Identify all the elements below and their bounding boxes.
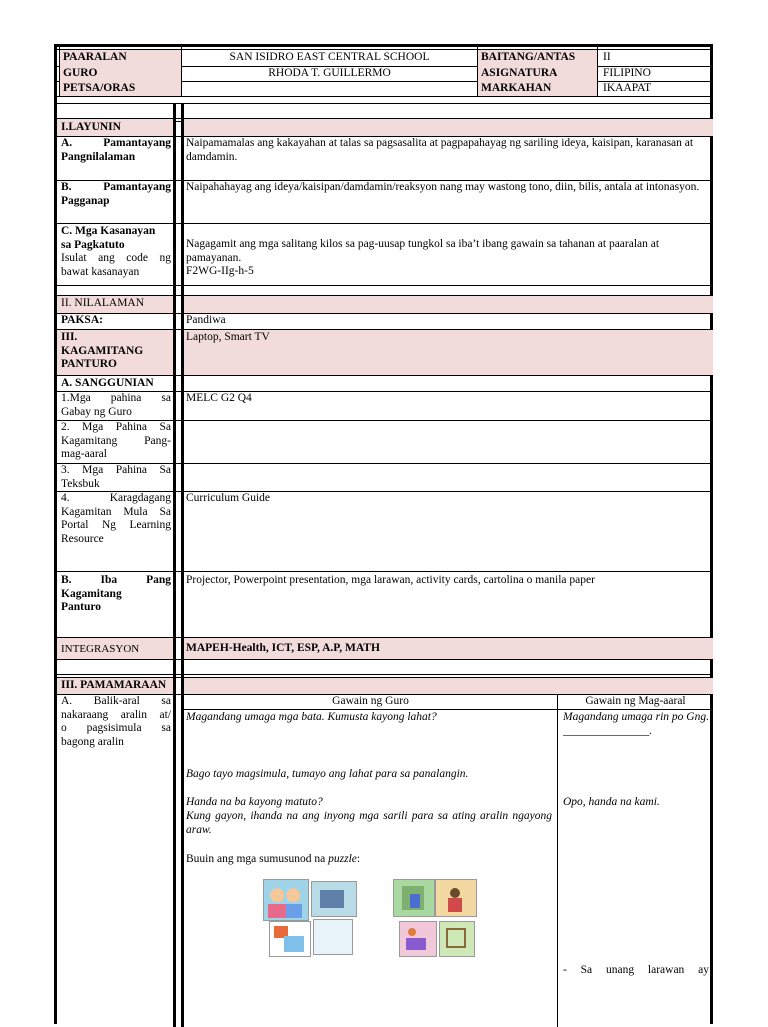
layunin-heading: I.LAYUNIN bbox=[61, 121, 121, 133]
nilalaman-heading: II. NILALAMAN bbox=[61, 297, 145, 309]
guro-puzzle-instruction: Buuin ang mga sumusunod na puzzle: bbox=[186, 853, 361, 865]
pamamaraan-heading: III. PAMAMARAAN bbox=[61, 679, 167, 691]
gawain-guro-header: Gawain ng Guro bbox=[332, 695, 409, 707]
puzzle-image-1 bbox=[263, 879, 355, 957]
puzzle-piece-icon bbox=[399, 921, 437, 957]
layunin-a-label: A. Pamantayang Pangnilalaman bbox=[61, 137, 171, 163]
competency-code: F2WG-IIg-h-5 bbox=[186, 265, 254, 277]
baitang-label: BAITANG/ANTAS bbox=[481, 51, 576, 63]
puzzle-piece-icon bbox=[263, 879, 309, 921]
integrasyon-value: MAPEH-Health, ICT, ESP, A.P, MATH bbox=[186, 642, 380, 654]
asignatura-label: ASIGNATURA bbox=[481, 67, 558, 79]
guro-value: RHODA T. GUILLERMO bbox=[268, 67, 391, 79]
guro-greeting: Magandang umaga mga bata. Kumusta kayong lahat? bbox=[186, 711, 437, 723]
puzzle-piece-icon bbox=[311, 881, 357, 917]
iba-pang-kagamitan-label: B. Iba Pang Kagamitang Panturo bbox=[61, 574, 171, 613]
magaaral-ready: Opo, handa na kami. bbox=[563, 796, 660, 808]
kagamitan-label: III. KAGAMITANG PANTURO bbox=[61, 331, 144, 370]
guro-prepare: Kung gayon, ihanda na ang inyong mga sarili para sa ating aralin ngayong araw. bbox=[186, 810, 552, 836]
iba-pang-kagamitan-value: Projector, Powerpoint presentation, mga larawan, activity cards, cartolina o manila paper bbox=[186, 574, 595, 586]
balik-aral-label: A. Balik-aral sa nakaraang aralin at/ o pagsisimula sa bagong aralin bbox=[61, 695, 171, 748]
layunin-c-label: C. Mga Kasanayan sa Pagkatuto Isulat ang code ng bawat kasanayan bbox=[61, 225, 171, 278]
puzzle-piece-icon bbox=[435, 879, 477, 917]
asignatura-value: FILIPINO bbox=[603, 67, 651, 79]
lesson-plan-page bbox=[54, 44, 713, 1024]
layunin-c-text: Nagagamit ang mga salitang kilos sa pag-uusap tungkol sa iba’t ibang gawain sa tahanan at paaralan at pamayanan. F2WG-IIg-h-5 bbox=[186, 238, 710, 279]
layunin-a-text: Naipamamalas ang kakayahan at talas sa pagsasalita at pagpapahayag ng sariling ideya, kaisipan, karanasan at damdamin. bbox=[186, 137, 694, 163]
paaralan-value: SAN ISIDRO EAST CENTRAL SCHOOL bbox=[229, 51, 430, 63]
paksa-value: Pandiwa bbox=[186, 314, 226, 326]
guro-ready: Handa na ba kayong matuto? bbox=[186, 796, 323, 808]
puzzle-piece-icon bbox=[439, 921, 475, 957]
ref-gabay-label: 1.Mga pahina sa Gabay ng Guro bbox=[61, 392, 171, 418]
ref-teksbuk-label: 3. Mga Pahina Sa Teksbuk bbox=[61, 464, 171, 490]
markahan-label: MARKAHAN bbox=[481, 82, 552, 94]
paksa-label: PAKSA: bbox=[61, 314, 103, 326]
kagamitan-value: Laptop, Smart TV bbox=[186, 331, 270, 343]
ref-portal-label: 4. Karagdagang Kagamitan Mula Sa Portal Ng Learning Resource bbox=[61, 492, 171, 545]
gawain-magaaral-header: Gawain ng Mag-aaral bbox=[585, 695, 686, 707]
puzzle-piece-icon bbox=[393, 879, 435, 917]
baitang-value: II bbox=[603, 51, 611, 63]
markahan-value: IKAAPAT bbox=[603, 82, 652, 94]
petsa-label: PETSA/ORAS bbox=[63, 82, 136, 94]
layunin-b-text: Naipahahayag ang ideya/kaisipan/damdamin/reaksyon nang may wastong tono, diin, bilis, antala at intonasyon. bbox=[186, 181, 700, 193]
magaaral-larawan: - Sa unang larawan ay bbox=[563, 964, 709, 976]
paaralan-label: PAARALAN bbox=[63, 51, 127, 63]
puzzle-piece-icon bbox=[269, 921, 311, 957]
integrasyon-label: INTEGRASYON bbox=[61, 643, 140, 655]
puzzle-piece-icon bbox=[313, 919, 353, 955]
puzzle-image-2 bbox=[393, 879, 479, 959]
guro-label: GURO bbox=[63, 67, 98, 79]
ref-gabay-value: MELC G2 Q4 bbox=[186, 392, 252, 404]
guro-prayer: Bago tayo magsimula, tumayo ang lahat para sa panalangin. bbox=[186, 768, 469, 780]
sanggunian-heading: A. SANGGUNIAN bbox=[61, 377, 154, 389]
ref-kagamitan-label: 2. Mga Pahina Sa Kagamitang Pang- mag-aaral bbox=[61, 421, 171, 460]
magaaral-greeting: Magandang umaga rin po Gng. _______________. bbox=[563, 711, 709, 737]
layunin-b-label: B. Pamantayang Pagganap bbox=[61, 181, 171, 207]
ref-portal-value: Curriculum Guide bbox=[186, 492, 270, 504]
